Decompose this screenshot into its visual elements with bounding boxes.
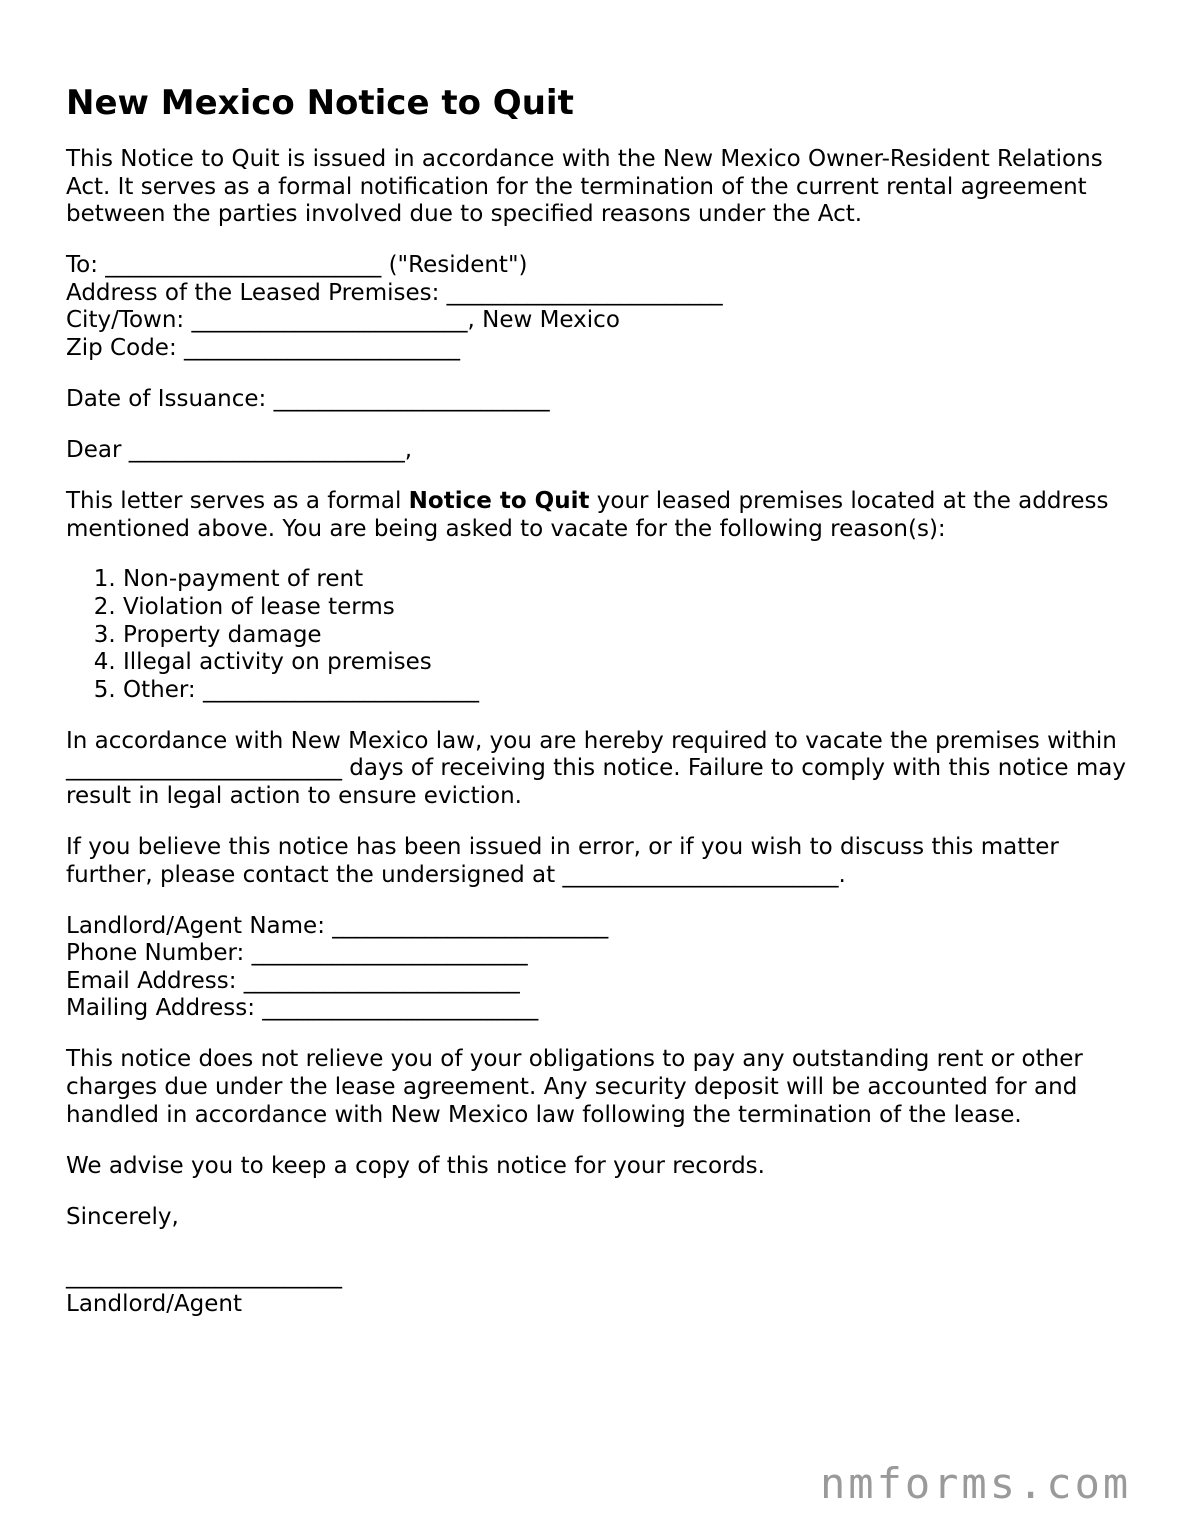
list-item: 1. Non-payment of rent xyxy=(123,566,1136,594)
landlord-name-line: Landlord/Agent Name: ________________________ xyxy=(66,912,609,939)
list-item: 5. Other: ________________________ xyxy=(123,677,1136,705)
notice-paragraph xyxy=(66,488,1136,543)
zip-code-line: Zip Code: ________________________ xyxy=(66,334,460,361)
email-address-line: Email Address: ________________________ xyxy=(66,967,520,994)
signature-label: Landlord/Agent xyxy=(66,1290,243,1317)
page-title: New Mexico Notice to Quit xyxy=(66,83,574,123)
notice-to-quit-bold: Notice to Quit xyxy=(408,487,590,514)
premises-address-line: Address of the Leased Premises: ________________________ xyxy=(66,279,723,306)
list-item: 2. Violation of lease terms xyxy=(123,594,1136,622)
phone-number-line: Phone Number: ________________________ xyxy=(66,940,528,967)
list-item: 3. Property damage xyxy=(123,622,1136,650)
salutation: Dear ________________________, xyxy=(66,436,413,463)
records-paragraph: We advise you to keep a copy of this notice for your records. xyxy=(66,1152,765,1179)
contact-paragraph: If you believe this notice has been issued in error, or if you wish to discuss this matter further, please contact the undersigned at ________________________. xyxy=(66,834,1059,888)
signature-block xyxy=(66,1204,1136,1319)
notice-paragraph-start: This letter serves as a formal xyxy=(66,487,409,514)
closing: Sincerely, xyxy=(66,1203,179,1230)
vacate-paragraph: In accordance with New Mexico law, you are hereby required to vacate the premises within ________________________ days of receiving this notice. Failure to comply with this notice may result in legal action to ensure eviction. xyxy=(66,727,1126,810)
document-page xyxy=(66,80,1136,1342)
list-item: 4. Illegal activity on premises xyxy=(123,649,1136,677)
address-block xyxy=(66,252,1136,362)
obligations-paragraph: This notice does not relieve you of your obligations to pay any outstanding rent or other charges due under the lease agreement. Any security deposit will be accounted for and handled in accordance with New Mexico law following the termination of the lease. xyxy=(66,1046,1083,1128)
intro-paragraph: This Notice to Quit is issued in accordance with the New Mexico Owner-Resident Relations Act. It serves as a formal notification for the termination of the current rental agreement between the parties involved due to specified reasons under the Act. xyxy=(66,146,1103,228)
signature-line: ________________________ xyxy=(66,1263,342,1290)
landlord-block xyxy=(66,913,1136,1023)
resident-to-line: To: ________________________ ("Resident") xyxy=(66,252,528,279)
reasons-list xyxy=(66,566,1136,704)
city-town-line: City/Town: ________________________, New Mexico xyxy=(66,307,620,334)
mailing-address-line: Mailing Address: ________________________ xyxy=(66,995,539,1022)
date-of-issuance-line: Date of Issuance: ________________________ xyxy=(66,385,550,412)
watermark: nmforms.com xyxy=(820,1459,1132,1508)
notice-paragraph-end: your leased premises located at the address mentioned above. You are being asked to vacate for the following reason(s): xyxy=(66,487,1109,542)
